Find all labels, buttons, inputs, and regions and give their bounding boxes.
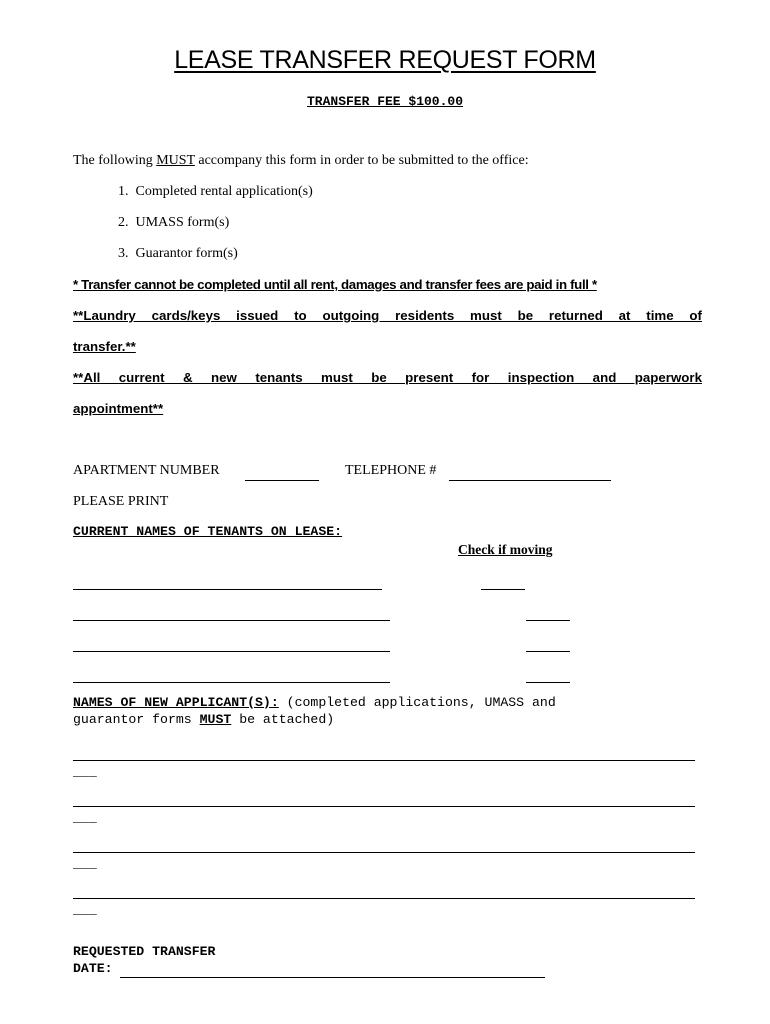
new-applicant-name-field[interactable] bbox=[73, 760, 695, 761]
note-text: guarantor forms bbox=[73, 712, 200, 727]
requested-transfer-date-field[interactable] bbox=[120, 977, 545, 978]
new-applicant-line-tail: ___ bbox=[73, 764, 97, 779]
item-label: UMASS form(s) bbox=[135, 215, 230, 230]
moving-check-field[interactable] bbox=[481, 589, 525, 590]
telephone-label: TELEPHONE # bbox=[345, 463, 437, 478]
laundry-notice-line1: **Laundry cards/keys issued to outgoing residents must be returned at time of bbox=[73, 308, 702, 323]
current-tenants-label bbox=[73, 524, 382, 539]
requested-transfer-label: REQUESTED TRANSFER bbox=[73, 944, 216, 959]
new-applicant-line-tail: ___ bbox=[73, 810, 97, 825]
telephone-field[interactable] bbox=[449, 480, 611, 481]
requirement-item bbox=[118, 246, 238, 262]
item-number: 2. bbox=[118, 215, 129, 230]
requirements-intro bbox=[73, 153, 529, 169]
requested-transfer-date-label: DATE: bbox=[73, 961, 113, 976]
new-applicants-note: (completed applications, UMASS and bbox=[278, 695, 556, 710]
transfer-fee: TRANSFER FEE $100.00 bbox=[306, 94, 464, 109]
check-if-moving-label: Check if moving bbox=[458, 542, 553, 557]
item-label: Guarantor form(s) bbox=[135, 246, 238, 261]
current-tenant-name-field[interactable] bbox=[73, 651, 390, 652]
apartment-number-field[interactable] bbox=[245, 480, 319, 481]
presence-notice-line1: **All current & new tenants must be present for inspection and paperwork bbox=[73, 370, 702, 385]
intro-text: The following bbox=[73, 153, 157, 168]
moving-check-field[interactable] bbox=[526, 682, 570, 683]
item-number: 3. bbox=[118, 246, 129, 261]
current-tenant-name-field[interactable] bbox=[73, 620, 390, 621]
new-applicant-name-field[interactable] bbox=[73, 898, 695, 899]
apartment-number-label: APARTMENT NUMBER bbox=[73, 463, 220, 478]
new-applicants-label: NAMES OF NEW APPLICANT(S): bbox=[73, 695, 279, 710]
item-number: 1. bbox=[118, 184, 129, 199]
new-applicant-name-field[interactable] bbox=[73, 852, 695, 853]
current-tenants-text: CURRENT NAMES OF TENANTS ON LEASE: bbox=[73, 524, 343, 539]
new-applicant-line-tail: ___ bbox=[73, 856, 97, 871]
form-title: LEASE TRANSFER REQUEST FORM bbox=[174, 46, 596, 74]
moving-check-field[interactable] bbox=[526, 620, 570, 621]
new-applicant-name-field[interactable] bbox=[73, 806, 695, 807]
laundry-notice-line2: transfer.** bbox=[73, 339, 136, 354]
requirement-item bbox=[118, 184, 313, 200]
intro-must: MUST bbox=[156, 153, 195, 168]
new-applicants-heading bbox=[73, 695, 556, 710]
note-must: MUST bbox=[199, 712, 232, 727]
current-tenant-name-field[interactable] bbox=[73, 682, 390, 683]
moving-check-field[interactable] bbox=[526, 651, 570, 652]
item-label: Completed rental application(s) bbox=[135, 184, 313, 199]
requirement-item bbox=[118, 215, 229, 231]
presence-notice-line2: appointment** bbox=[73, 401, 164, 416]
new-applicant-line-tail: ___ bbox=[73, 902, 97, 917]
new-applicants-note-line2 bbox=[73, 712, 334, 727]
payment-notice: * Transfer cannot be completed until all rent, damages and transfer fees are paid in full * bbox=[73, 277, 597, 292]
please-print-label: PLEASE PRINT bbox=[73, 494, 169, 509]
intro-text-rest: accompany this form in order to be submitted to the office: bbox=[194, 153, 529, 168]
note-text-rest: be attached) bbox=[231, 712, 335, 727]
current-tenant-name-field[interactable] bbox=[73, 589, 382, 590]
